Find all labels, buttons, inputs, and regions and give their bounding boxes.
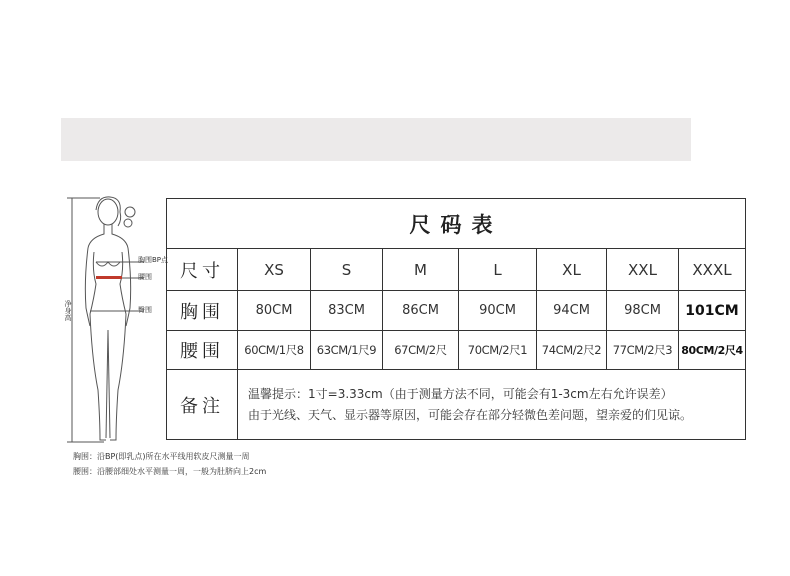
chest-measure-label: 胸围 xyxy=(138,256,152,264)
waist-cell: 60CM/1尺8 xyxy=(238,331,311,370)
size-cell-m: M xyxy=(383,249,459,291)
chest-cell: 80CM xyxy=(238,291,311,331)
body-outline-drawing xyxy=(60,190,170,445)
waist-row xyxy=(167,331,746,370)
chest-cell: 86CM xyxy=(383,291,459,331)
size-cell-s: S xyxy=(311,249,383,291)
note-row-label: 备注 xyxy=(167,370,238,440)
gray-banner xyxy=(61,118,691,161)
chart-title: 尺码表 xyxy=(167,199,746,249)
waist-cell: 70CM/2尺1 xyxy=(459,331,537,370)
size-cell-l: L xyxy=(459,249,537,291)
size-cell-xl: XL xyxy=(537,249,607,291)
waist-footnote: 腰围：沿腰部细处水平测量一周，一般为肚脐向上2cm xyxy=(73,467,267,476)
note-line-measurement: 温馨提示：1寸=3.33cm（由于测量方法不同，可能会有1-3cm左右允许误差） xyxy=(248,386,673,401)
chest-cell: 90CM xyxy=(459,291,537,331)
waist-cell: 77CM/2尺3 xyxy=(607,331,679,370)
chest-cell: 98CM xyxy=(607,291,679,331)
size-row xyxy=(167,249,746,291)
waist-cell: 80CM/2尺4 xyxy=(679,331,746,370)
chest-cell: 94CM xyxy=(537,291,607,331)
size-cell-xxl: XXL xyxy=(607,249,679,291)
chest-row xyxy=(167,291,746,331)
waist-cell: 67CM/2尺 xyxy=(383,331,459,370)
body-measurement-figure xyxy=(60,190,170,445)
chest-cell: 101CM xyxy=(679,291,746,331)
chest-cell: 83CM xyxy=(311,291,383,331)
waist-cell: 74CM/2尺2 xyxy=(537,331,607,370)
size-chart-table xyxy=(166,198,746,440)
note-row xyxy=(167,370,746,440)
bp-point-label: BP点 xyxy=(152,256,169,264)
chest-row-label: 胸围 xyxy=(167,291,238,331)
size-cell-xxxl: XXXL xyxy=(679,249,746,291)
size-cell-xs: XS xyxy=(238,249,311,291)
note-text xyxy=(238,370,746,440)
hip-measure-label: 臀围 xyxy=(138,306,152,314)
waist-cell: 63CM/1尺9 xyxy=(311,331,383,370)
title-row xyxy=(167,199,746,249)
height-measure-label: 净身高 xyxy=(64,300,72,321)
waist-row-label: 腰围 xyxy=(167,331,238,370)
waist-measure-label: 腰围 xyxy=(138,273,152,281)
note-line-color: 由于光线、天气、显示器等原因，可能会存在部分轻微色差问题，望亲爱的们见谅。 xyxy=(248,407,693,422)
size-row-label: 尺寸 xyxy=(167,249,238,291)
chest-footnote: 胸围：沿BP(即乳点)所在水平线用软皮尺测量一周 xyxy=(73,452,250,461)
